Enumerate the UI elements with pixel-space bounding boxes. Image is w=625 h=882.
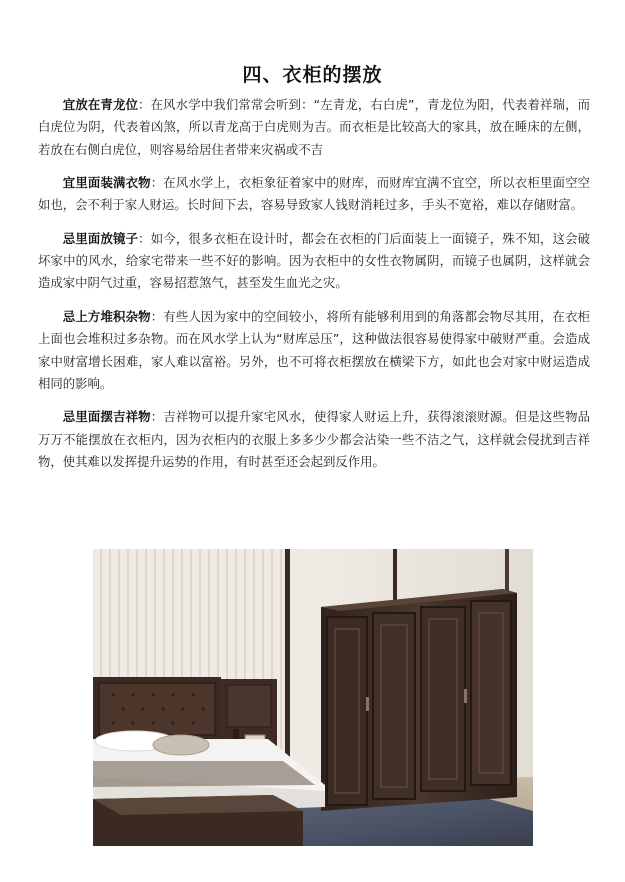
section-lead: 宜放在青龙位 — [62, 97, 139, 112]
section-no-mascot-inside — [38, 406, 590, 473]
article-body — [38, 94, 590, 484]
section-no-clutter-on-top — [38, 306, 590, 395]
section-lead: 忌里面摆吉祥物 — [62, 409, 151, 425]
section-lead: 忌里面放镜子 — [62, 230, 139, 246]
section-separator: ： — [150, 308, 164, 324]
section-text: 如今，很多衣柜在设计时，都会在衣柜的门后面装上一面镜子，殊不知，这会破坏家中的风水，给家宅带来一些不好的影响。因为衣柜中的女性衣物属阴，而镜子也属阴，这样就会造成家中阴气过重，容易招惹煞气，甚至发生血光之灾。 — [38, 230, 591, 291]
pillow-grey — [153, 735, 209, 755]
bedroom-illustration — [93, 549, 533, 846]
section-separator: ： — [138, 230, 151, 246]
section-qinglong-position — [38, 94, 590, 161]
section-no-mirror — [38, 228, 590, 295]
section-separator: ： — [150, 175, 164, 191]
page-title: 四、衣柜的摆放 — [242, 64, 383, 86]
section-separator: ： — [138, 97, 151, 112]
section-text: 有些人因为家中的空间较小，将所有能够利用到的角落都会物尽其用，在衣柜上面也会堆积过多杂物。而在风水学上认为“财库忌压”，这种做法很容易使得家中破财严重。会造成家中财富增长困难，家人难以富裕。另外，也不可将衣柜摆放在横梁下方，如此也会对家中财运造成相同的影响。 — [38, 308, 591, 391]
section-text: 在风水学中我们常常会听到：“左青龙，右白虎”，青龙位为阳，代表着祥瑞，而白虎位为阴，代表着凶煞，所以青龙高于白虎则为吉。而衣柜是比较高大的家具，放在睡床的左侧，若放在右侧白虎位，则容易给居住者带来灾祸或不吉 — [38, 97, 590, 157]
section-lead: 宜里面装满衣物 — [62, 175, 151, 191]
section-text: 在风水学上，衣柜象征着家中的财库，而财库宜满不宜空，所以衣柜里面空空如也，会不利于家人财运。长时间下去，容易导致家人钱财消耗过多，手头不宽裕，难以存储财富。 — [38, 175, 591, 213]
bedroom-wardrobe-photo — [93, 549, 533, 846]
wall-frame-left — [285, 549, 290, 789]
bed-runner — [93, 761, 315, 787]
headboard-leather — [99, 683, 215, 735]
wardrobe — [321, 589, 517, 811]
section-lead: 忌上方堆积杂物 — [62, 308, 151, 324]
section-text: 吉祥物可以提升家宅风水，使得家人财运上升，获得滚滚财源。但是这些物品万万不能摆放在衣柜内，因为衣柜内的衣服上多多少少都会沾染一些不洁之气，这样就会侵扰到吉祥物，使其难以发挥提升运势的作用，有时甚至还会起到反作用。 — [38, 409, 591, 469]
section-full-clothes — [38, 172, 590, 217]
section-separator: ： — [150, 409, 164, 425]
